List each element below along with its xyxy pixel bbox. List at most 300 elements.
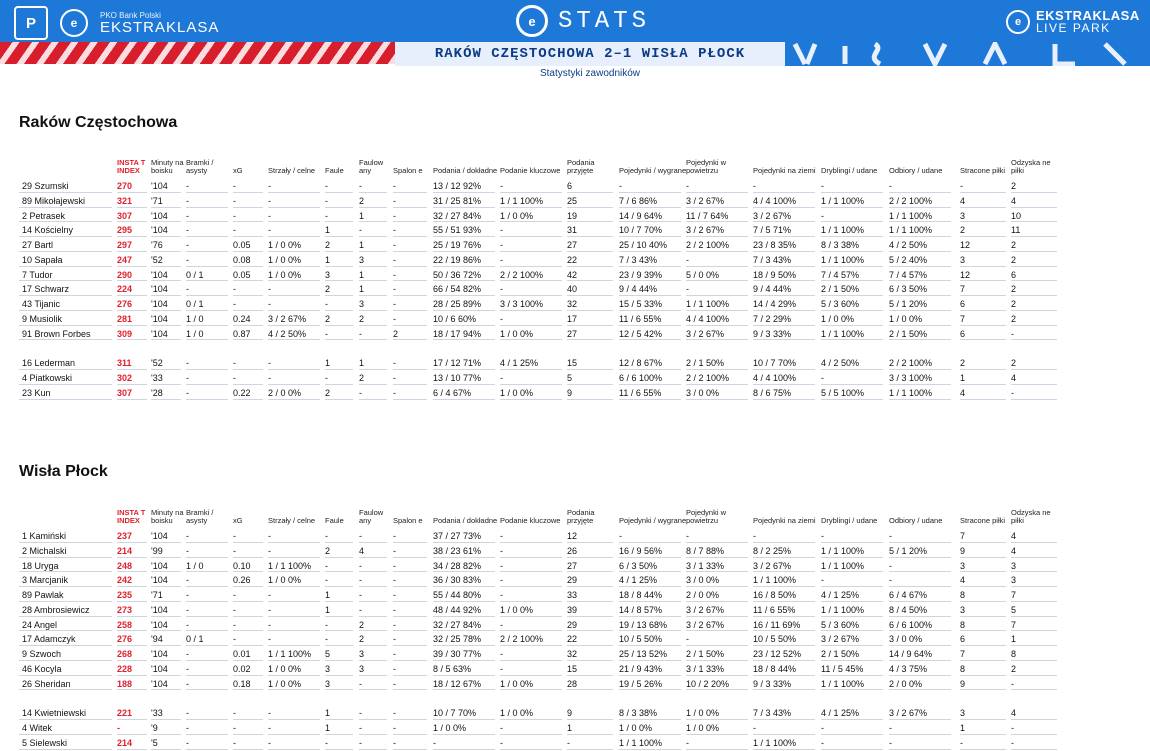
live-park-brand[interactable]	[1006, 9, 1140, 34]
player-name[interactable]: 2 Petrasek	[22, 210, 66, 221]
stat-cell: -	[500, 649, 503, 659]
league-label: EKSTRAKLASA	[100, 18, 220, 36]
stat-cell: -	[359, 678, 362, 689]
stat-cell: 12	[960, 240, 971, 250]
instat-index: 276	[117, 634, 133, 645]
stat-cell: -	[393, 575, 396, 586]
stat-cell: 3	[359, 299, 365, 309]
stat-cell: 4	[960, 575, 966, 586]
stat-cell: '104	[151, 181, 168, 191]
stat-cell: 38 / 23 61%	[433, 545, 482, 556]
column-header: Podanie kluczowe	[500, 166, 561, 175]
stat-cell: '104	[151, 575, 168, 586]
stat-cell: 1 / 0	[186, 560, 204, 571]
player-name[interactable]: 43 Tijanic	[22, 299, 61, 309]
page-subtitle: Statystyki zawodników	[539, 68, 641, 79]
stat-cell: -	[325, 181, 328, 191]
stat-cell: -	[393, 299, 396, 309]
stat-cell: -	[619, 181, 622, 191]
stat-cell: 2	[1011, 181, 1017, 191]
stat-cell: '104	[151, 663, 168, 674]
stat-cell: -	[500, 545, 503, 556]
stat-cell: -	[500, 663, 503, 674]
stat-cell: -	[186, 210, 189, 221]
stat-cell: -	[500, 254, 503, 265]
stat-cell: 2	[393, 328, 399, 339]
stat-cell: 4 / 2 50%	[889, 240, 928, 250]
stat-cell: 1	[359, 358, 365, 369]
stat-cell: 4	[1011, 708, 1017, 719]
stat-cell: -	[393, 678, 396, 689]
stat-cell: -	[619, 531, 622, 541]
stat-cell: 1	[359, 210, 365, 221]
player-name[interactable]: 14 Kwietniewski	[22, 708, 87, 719]
stat-cell: 10 / 7 70%	[433, 708, 477, 719]
live-park-logo-icon: e	[1006, 10, 1030, 34]
stat-cell: 15	[567, 358, 578, 369]
instat-index: 242	[117, 575, 133, 586]
stat-cell: 10 / 2 20%	[686, 678, 730, 689]
column-header: Strzały / celne	[268, 516, 316, 525]
stat-cell: 23 / 8 35%	[753, 240, 797, 250]
stat-cell: 2	[325, 387, 331, 398]
stat-cell: -	[359, 181, 362, 191]
stat-cell: 0.22	[233, 387, 251, 398]
stat-cell: 10 / 5 50%	[619, 634, 663, 645]
stat-cell: 5 / 3 60%	[821, 299, 860, 309]
stat-cell: -	[359, 723, 362, 733]
column-header: Odbiory / udane	[889, 516, 943, 525]
stat-cell: -	[500, 240, 503, 250]
column-header: Odzyska ne piłki	[1011, 158, 1051, 175]
stat-cell: -	[233, 545, 236, 556]
instat-index: 311	[117, 358, 132, 369]
stat-cell: -	[186, 723, 189, 733]
stat-cell: 28	[567, 678, 578, 689]
stat-cell: -	[686, 181, 689, 191]
stat-cell: -	[359, 225, 362, 236]
stat-cell: -	[233, 284, 236, 295]
player-name[interactable]: 28 Ambrosiewicz	[22, 604, 90, 615]
stat-cell: -	[359, 708, 362, 719]
stat-cell: 32	[567, 649, 578, 659]
stat-cell: 18 / 8 44%	[619, 590, 663, 600]
stat-cell: -	[1011, 737, 1014, 748]
stat-cell: 12 / 8 67%	[619, 358, 663, 369]
stat-cell: 15 / 5 33%	[619, 299, 663, 309]
stat-cell: 3	[325, 663, 331, 674]
stat-cell: -	[233, 708, 236, 719]
stat-cell: 4 / 1 25%	[619, 575, 658, 586]
stat-cell: 1	[325, 723, 331, 733]
stat-cell: 1 / 0 0%	[500, 678, 534, 689]
instat-index: 297	[117, 240, 133, 250]
column-header: Dryblingi / udane	[821, 166, 878, 175]
instat-index: -	[117, 723, 120, 733]
stat-cell: 1	[325, 604, 331, 615]
stat-cell: 39 / 30 77%	[433, 649, 482, 659]
stat-cell: 0 / 1	[186, 269, 204, 280]
player-name[interactable]: 10 Sapała	[22, 254, 63, 265]
stat-cell: 7	[960, 313, 966, 324]
stat-cell: 1 / 1 100%	[889, 210, 933, 221]
stat-cell: -	[393, 313, 396, 324]
stat-cell: 3	[960, 254, 966, 265]
stat-cell: -	[186, 708, 189, 719]
player-name[interactable]: 4 Piatkowski	[22, 373, 73, 383]
stat-cell: -	[1011, 328, 1014, 339]
stat-cell: 1	[325, 358, 331, 369]
stat-cell: 9 / 4 44%	[753, 284, 792, 295]
stat-cell: 0 / 1	[186, 299, 204, 309]
stat-cell: -	[500, 560, 503, 571]
stat-cell: -	[186, 181, 189, 191]
stat-cell: 7 / 5 71%	[753, 225, 792, 236]
column-header: Podania / dokładne	[433, 166, 498, 175]
stat-cell: '52	[151, 358, 163, 369]
stat-cell: 16 / 9 56%	[619, 545, 663, 556]
stat-cell: '104	[151, 649, 168, 659]
stat-cell: 9 / 4 44%	[619, 284, 658, 295]
stat-cell: 2 / 1 50%	[821, 649, 860, 659]
stat-cell: -	[325, 531, 328, 541]
stat-cell: 11 / 6 55%	[619, 387, 662, 398]
stat-cell: 8	[960, 590, 966, 600]
stat-cell: 6	[960, 299, 966, 309]
stat-cell: 1	[1011, 634, 1017, 645]
stat-cell: 23 / 9 39%	[619, 269, 663, 280]
stat-cell: 3	[960, 210, 966, 221]
stat-cell: '104	[151, 225, 168, 236]
instat-index: 214	[117, 545, 133, 556]
stat-cell: '28	[151, 387, 163, 398]
stat-cell: 2	[1011, 240, 1017, 250]
stat-cell: '71	[151, 195, 163, 206]
stat-cell: 8 / 5 63%	[433, 663, 472, 674]
stat-cell: -	[268, 299, 271, 309]
stat-cell: -	[500, 723, 503, 733]
stat-cell: 55 / 51 93%	[433, 225, 482, 236]
instat-index: 228	[117, 663, 133, 674]
stat-cell: 3 / 2 67%	[889, 708, 928, 719]
stat-cell: 4 / 4 100%	[753, 373, 797, 383]
stat-cell: -	[500, 531, 503, 541]
stat-cell: -	[500, 181, 503, 191]
player-name[interactable]: 23 Kun	[22, 387, 51, 398]
stat-cell: 7 / 6 86%	[619, 195, 658, 206]
stat-cell: '99	[151, 545, 163, 556]
player-name[interactable]: 91 Brown Forbes	[22, 328, 91, 339]
player-name[interactable]: 89 Mikołajewski	[22, 195, 86, 206]
column-header: Bramki / asysty	[186, 508, 214, 525]
stat-cell: 3	[325, 269, 331, 280]
player-name[interactable]: 1 Kamiński	[22, 531, 67, 541]
stat-cell: 1	[325, 708, 331, 719]
column-header: Strzały / celne	[268, 166, 316, 175]
stat-cell: -	[233, 604, 236, 615]
stat-cell: 11 / 5 45%	[821, 663, 864, 674]
stat-cell: 7	[960, 284, 966, 295]
column-header: xG	[233, 516, 243, 525]
stat-cell: -	[268, 225, 271, 236]
stat-cell: 2	[359, 313, 365, 324]
stat-cell: 8 / 6 75%	[753, 387, 792, 398]
stat-cell: 3 / 1 33%	[686, 560, 725, 571]
stat-cell: -	[359, 575, 362, 586]
stat-cell: 4	[1011, 195, 1017, 206]
team-section-wisla	[19, 463, 1059, 748]
stat-cell: -	[393, 254, 396, 265]
player-name[interactable]: 2 Michalski	[22, 545, 67, 556]
stat-cell: 2	[359, 373, 365, 383]
stat-cell: -	[500, 737, 503, 748]
stat-cell: -	[268, 737, 271, 748]
stat-cell: '104	[151, 531, 168, 541]
stat-cell: '9	[151, 723, 158, 733]
stat-cell: 2	[325, 313, 331, 324]
stat-cell: 2	[1011, 313, 1017, 324]
stat-cell: 7	[960, 649, 966, 659]
stat-cell: 1 / 0 0%	[433, 723, 467, 733]
sponsor-label: PKO Bank Polski	[100, 10, 161, 20]
stat-cell: 2 / 2 100%	[889, 195, 933, 206]
column-header: Faule	[325, 166, 344, 175]
stat-cell: 8	[960, 619, 966, 630]
stat-cell: -	[393, 387, 396, 398]
stat-cell: 2	[359, 634, 365, 645]
stat-cell: 10 / 7 70%	[753, 358, 797, 369]
stat-cell: -	[268, 604, 271, 615]
stat-cell: -	[186, 604, 189, 615]
stat-cell: 3	[960, 604, 966, 615]
stat-cell: 1 / 0 0%	[268, 240, 302, 250]
player-name[interactable]: 27 Bartl	[22, 240, 54, 250]
stat-cell: 2	[325, 284, 331, 295]
stat-cell: '33	[151, 708, 163, 719]
stat-cell: 0.01	[233, 649, 251, 659]
team-name: Wisła Płock	[19, 463, 108, 480]
stat-cell: 1 / 0 0%	[268, 269, 302, 280]
stat-cell: 3 / 0 0%	[686, 575, 720, 586]
stat-cell: -	[821, 531, 824, 541]
stat-cell: 27	[567, 240, 578, 250]
stat-cell: -	[325, 619, 328, 630]
stat-cell: 1 / 1 100%	[619, 737, 663, 748]
player-name[interactable]: 7 Tudor	[22, 269, 53, 280]
stat-cell: -	[186, 619, 189, 630]
instat-index: 235	[117, 590, 133, 600]
stat-cell: 4 / 4 100%	[686, 313, 730, 324]
stat-cell: 2 / 0 0%	[686, 590, 720, 600]
team-name: Raków Częstochowa	[19, 114, 178, 131]
stat-cell: 6 / 3 50%	[889, 284, 928, 295]
instat-index: 248	[117, 560, 133, 571]
stat-cell: 1 / 0 0%	[268, 678, 302, 689]
stat-cell: -	[268, 284, 271, 295]
player-name[interactable]: 16 Lederman	[22, 358, 76, 369]
stat-cell: 4	[1011, 545, 1017, 556]
stat-cell: -	[1011, 387, 1014, 398]
stat-cell: -	[821, 723, 824, 733]
stat-cell: -	[686, 737, 689, 748]
stat-cell: 2 / 2 100%	[686, 240, 730, 250]
player-name[interactable]: 17 Schwarz	[22, 284, 70, 295]
player-name[interactable]: 9 Szwoch	[22, 649, 62, 659]
stat-cell: 2	[1011, 254, 1017, 265]
stat-cell: 0.02	[233, 663, 251, 674]
stat-cell: -	[186, 737, 189, 748]
stat-cell: -	[393, 560, 396, 571]
stat-cell: -	[500, 284, 503, 295]
stats-label: STATS	[558, 7, 651, 35]
left-brand	[14, 6, 219, 40]
stat-cell: -	[233, 358, 236, 369]
stat-cell: 2 / 2 100%	[500, 634, 544, 645]
stat-cell: 31	[567, 225, 578, 236]
stat-cell: 9	[567, 708, 573, 719]
stat-cell: -	[359, 604, 362, 615]
player-name[interactable]: 5 Sielewski	[22, 737, 68, 748]
stat-cell: 1 / 0 0%	[686, 708, 720, 719]
stat-cell: 2 / 1 50%	[686, 358, 725, 369]
stat-cell: 2	[1011, 284, 1017, 295]
stat-cell: 33	[567, 590, 578, 600]
stat-cell: -	[268, 619, 271, 630]
stat-cell: 0.05	[233, 240, 251, 250]
player-name[interactable]: 9 Musiolik	[22, 313, 63, 324]
stat-cell: -	[268, 195, 271, 206]
stat-cell: 2	[1011, 663, 1017, 674]
stat-cell: 9 / 3 33%	[753, 328, 792, 339]
stat-cell: -	[393, 373, 396, 383]
stat-cell: 3 / 2 67%	[753, 560, 792, 571]
stat-cell: -	[393, 545, 396, 556]
stat-cell: -	[393, 210, 396, 221]
stat-cell: 0.26	[233, 575, 251, 586]
stats-brand	[516, 5, 650, 37]
stat-cell: 6	[960, 634, 966, 645]
player-name[interactable]: 46 Kocyla	[22, 663, 62, 674]
column-header: Minuty na boisku	[151, 508, 184, 525]
stat-cell: -	[359, 590, 362, 600]
stat-cell: 6	[1011, 269, 1017, 280]
stat-cell: -	[268, 181, 271, 191]
stat-cell: 7 / 3 43%	[753, 708, 792, 719]
stat-cell: -	[233, 210, 236, 221]
stat-cell: -	[753, 181, 756, 191]
stat-cell: 22 / 19 86%	[433, 254, 482, 265]
stat-cell: 1 / 0 0%	[268, 575, 302, 586]
stat-cell: 6 / 4 67%	[433, 387, 472, 398]
stat-cell: 1 / 1 100%	[821, 604, 865, 615]
stat-cell: '104	[151, 269, 168, 280]
team-section-rakow	[19, 114, 1059, 398]
player-name[interactable]: 24 Angel	[22, 619, 58, 630]
stat-cell: 7 / 3 43%	[619, 254, 658, 265]
stat-cell: 2	[359, 619, 365, 630]
stat-cell: 32 / 27 84%	[433, 210, 482, 221]
column-header: Dryblingi / udane	[821, 516, 878, 525]
instat-index: 221	[117, 708, 133, 719]
player-name[interactable]: 3 Marcjanik	[22, 575, 69, 586]
stat-cell: -	[753, 723, 756, 733]
stat-cell: 1	[960, 373, 966, 383]
stat-cell: 6	[567, 181, 573, 191]
stat-cell: 15	[567, 663, 578, 674]
stat-cell: 10	[1011, 210, 1022, 221]
stat-cell: -	[186, 358, 189, 369]
column-header: Pojedynki na ziemi	[753, 516, 816, 525]
player-name[interactable]: 26 Sheridan	[22, 678, 71, 689]
instat-index: 295	[117, 225, 133, 236]
stat-cell: -	[393, 723, 396, 733]
stat-cell: '104	[151, 560, 168, 571]
stat-cell: -	[1011, 723, 1014, 733]
stat-cell: 66 / 54 82%	[433, 284, 482, 295]
stat-cell: -	[433, 737, 436, 748]
column-header: Podanie kluczowe	[500, 516, 561, 525]
player-name[interactable]: 14 Kościelny	[22, 225, 74, 236]
stat-cell: 4	[960, 195, 966, 206]
player-name[interactable]: 4 Witek	[22, 723, 53, 733]
stat-cell: 17	[567, 313, 578, 324]
stat-cell: 22	[567, 254, 578, 265]
stat-cell: -	[821, 373, 824, 383]
stat-cell: 1	[359, 284, 365, 295]
instat-index: 237	[117, 531, 133, 541]
stat-cell: 2 / 1 50%	[889, 328, 928, 339]
stat-cell: 10 / 5 50%	[753, 634, 797, 645]
stat-cell: -	[186, 254, 189, 265]
stat-cell: -	[268, 708, 271, 719]
stat-cell: 1 / 1 100%	[821, 195, 865, 206]
stat-cell: -	[186, 225, 189, 236]
player-name[interactable]: 18 Uryga	[22, 560, 59, 571]
stat-cell: -	[325, 373, 328, 383]
stat-cell: -	[686, 634, 689, 645]
stat-cell: 12 / 5 42%	[619, 328, 663, 339]
stat-cell: 2 / 1 50%	[686, 649, 725, 659]
stat-cell: 1 / 1 100%	[268, 649, 312, 659]
stat-cell: 0.05	[233, 269, 251, 280]
stat-cell: -	[186, 649, 189, 659]
stat-cell: 18 / 9 50%	[753, 269, 797, 280]
stat-cell: 39	[567, 604, 578, 615]
stat-cell: 28 / 25 89%	[433, 299, 482, 309]
stat-cell: 6 / 3 50%	[619, 560, 658, 571]
player-name[interactable]: 29 Szumski	[22, 181, 69, 191]
stat-cell: 3 / 0 0%	[686, 387, 720, 398]
stat-cell: 0.18	[233, 678, 251, 689]
stat-cell: 4 / 3 75%	[889, 663, 928, 674]
stat-cell: 8 / 7 88%	[686, 545, 725, 556]
stat-cell: -	[393, 195, 396, 206]
player-name[interactable]: 89 Pawlak	[22, 590, 64, 600]
stat-cell: 1	[325, 225, 331, 236]
stat-cell: -	[686, 284, 689, 295]
stat-cell: 34 / 28 82%	[433, 560, 482, 571]
instat-index: 247	[117, 254, 133, 265]
stat-cell: 5	[567, 373, 573, 383]
stat-cell: 7	[1011, 590, 1017, 600]
instat-index: 270	[117, 181, 133, 191]
stat-cell: -	[233, 531, 236, 541]
stat-cell: 3 / 2 67%	[686, 604, 725, 615]
player-name[interactable]: 17 Adamczyk	[22, 634, 76, 645]
stat-cell: 1 / 1 100%	[821, 545, 865, 556]
stat-cell: 18 / 17 94%	[433, 328, 482, 339]
stat-cell: 27	[567, 560, 578, 571]
